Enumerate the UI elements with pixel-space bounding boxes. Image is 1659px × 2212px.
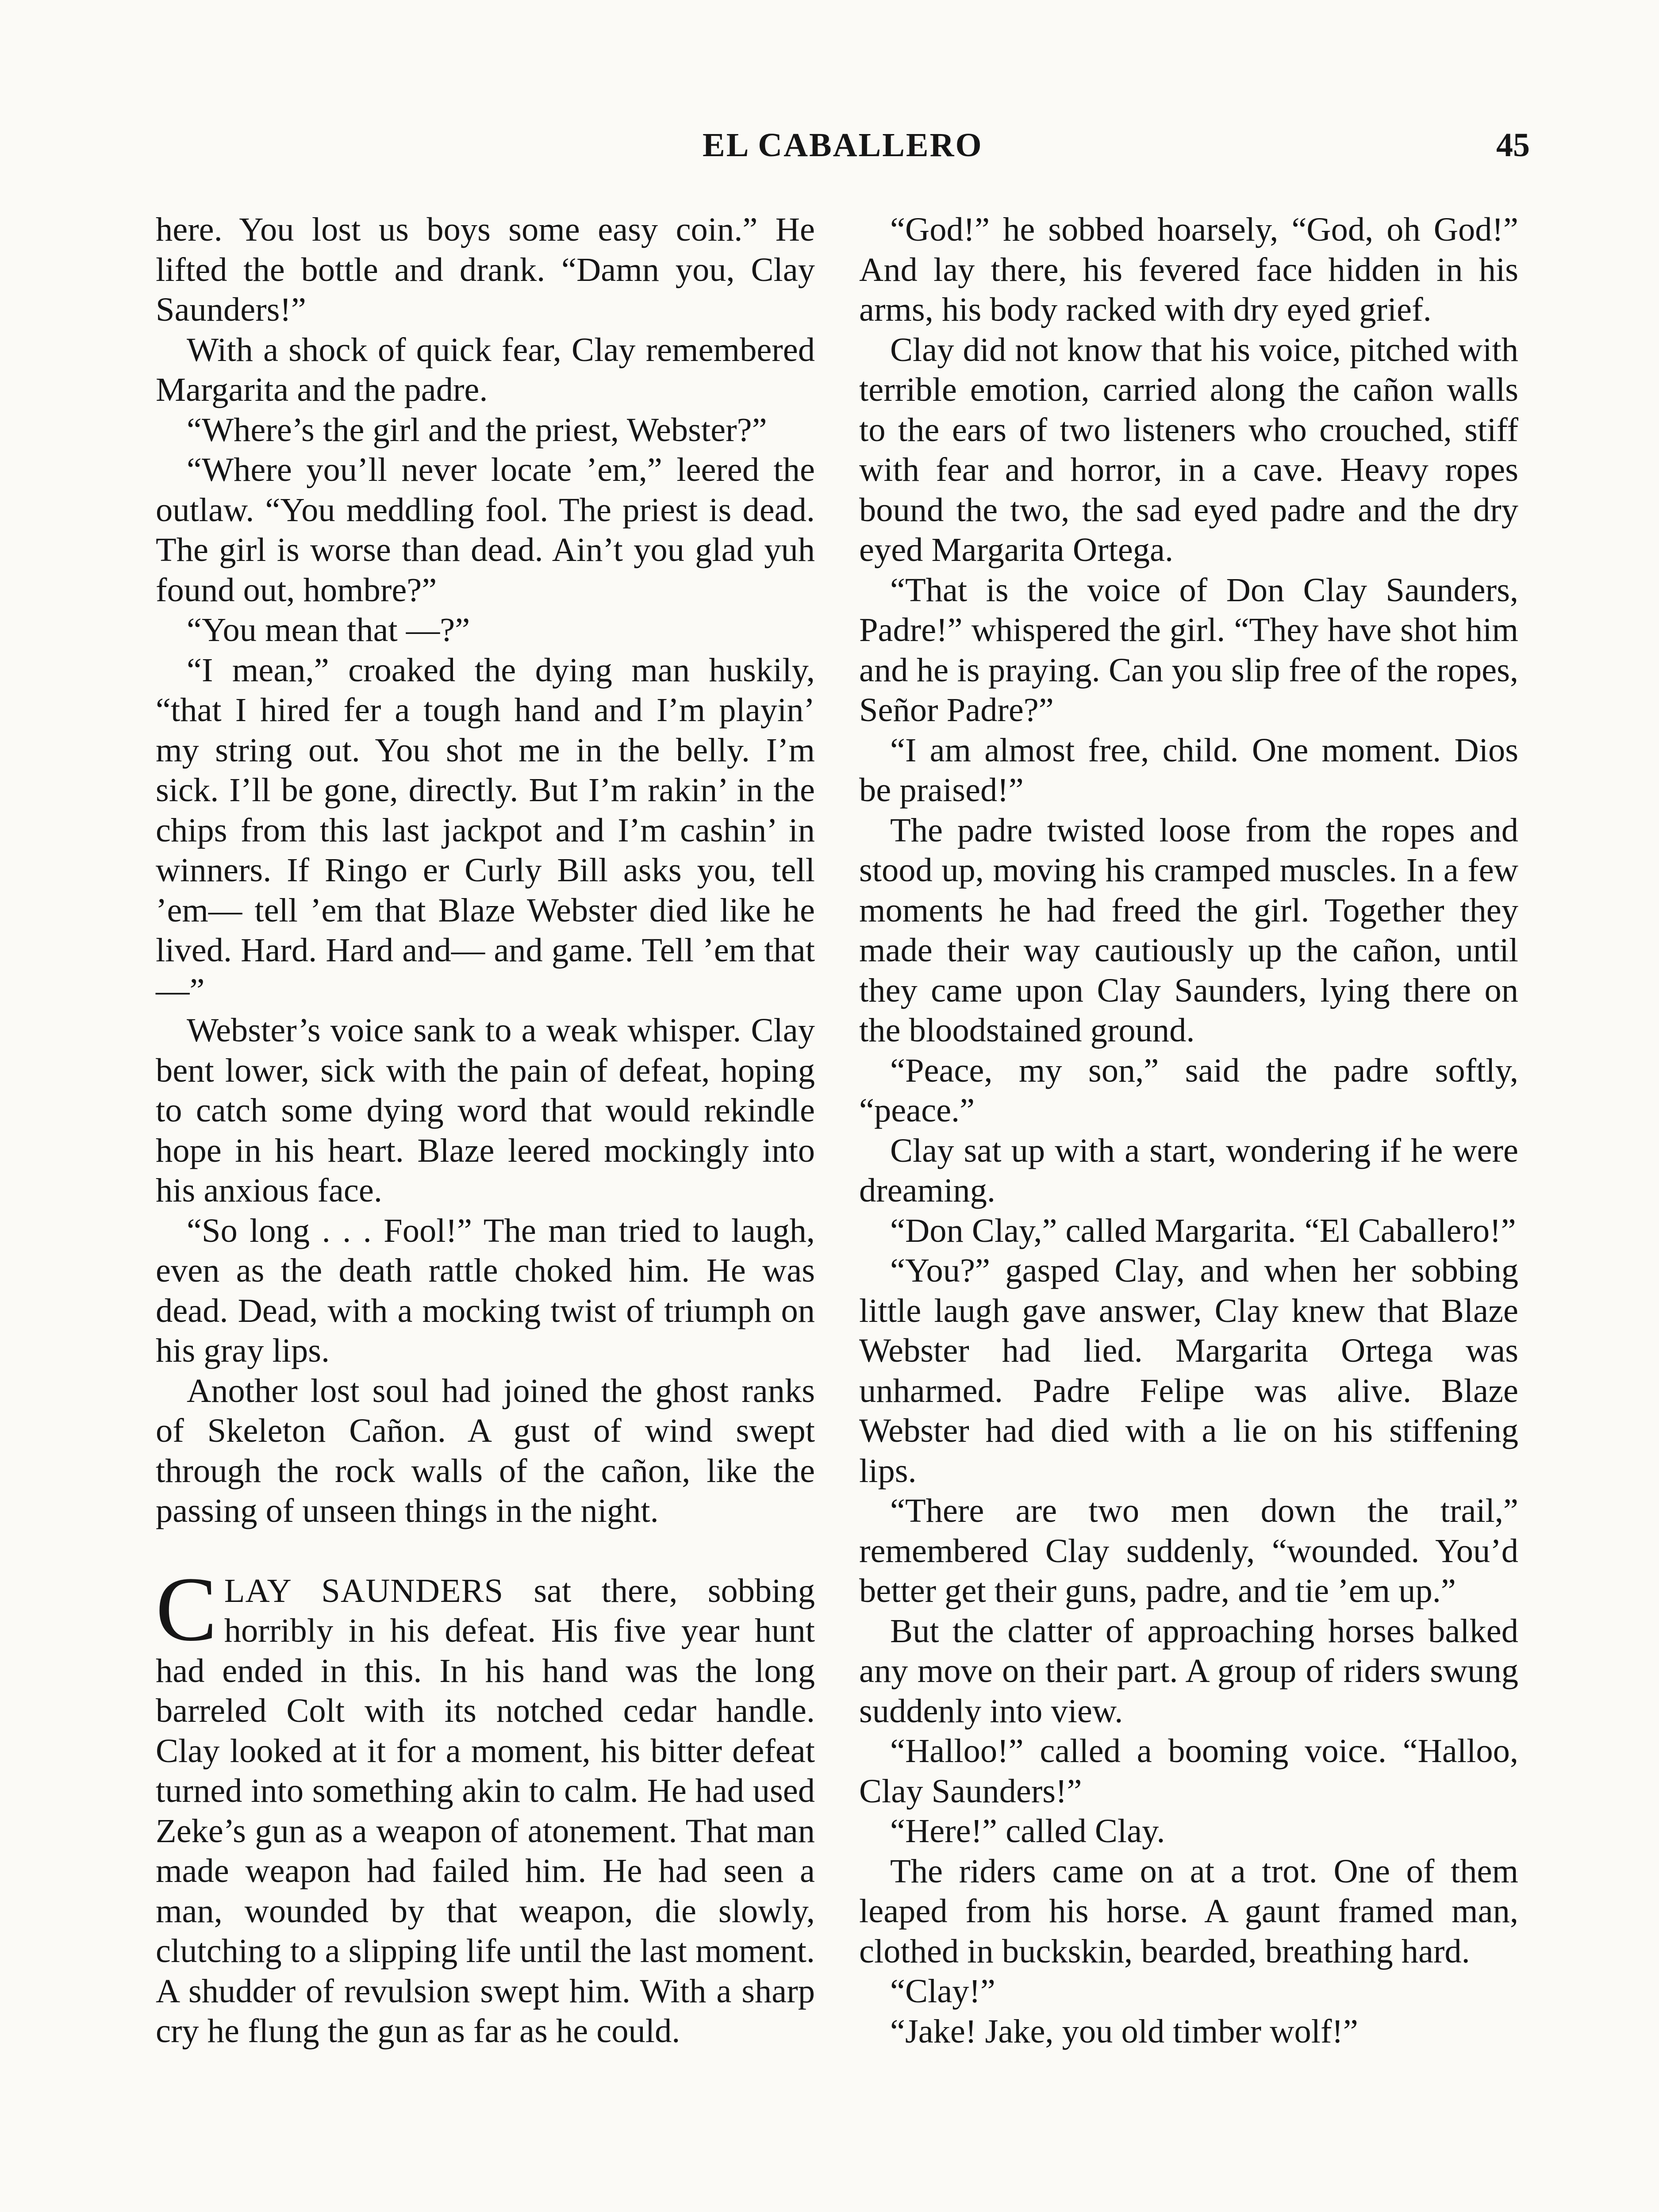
small-caps-lead: LAY SAUNDERS bbox=[224, 1571, 504, 1609]
paragraph: “Where’s the girl and the priest, Webster?” bbox=[187, 411, 767, 449]
paragraph: Clay did not know that his voice, pitched with terrible emotion, carried along the cañon walls to the ears of two listeners who crouched, stiff with fear and horror, in a cave. Heavy ropes bound the two, the sad eyed padre and the dry eyed Margarita Ortega. bbox=[859, 330, 1518, 568]
paragraph: “I mean,” croaked the dying man huskily, “that I hired fer a tough hand and I’m playin’ my string out. You shot me in the belly. I’m sick. I’ll be gone, directly. But I’m rakin’ in the chips from this last jackpot and I’m cashin’ in winners. If Ringo er Curly Bill asks you, tell ’em— tell ’em that Blaze Webster died like he lived. Hard. Hard and— and game. Tell ’em that—” bbox=[156, 651, 815, 1009]
paragraph: “You?” gasped Clay, and when her sobbing little laugh gave answer, Clay knew that Blaze Webster had lied. Margarita Ortega was unharmed. Padre Felipe was alive. Blaze Webster had died with a lie on his stiffening lips. bbox=[859, 1252, 1518, 1490]
paragraph: “Clay!” bbox=[890, 1972, 995, 2010]
running-title: EL CABALLERO bbox=[703, 127, 983, 164]
paragraph: “Don Clay,” called Margarita. “El Caballero!” bbox=[890, 1211, 1516, 1249]
paragraph: “Halloo!” called a booming voice. “Halloo, Clay Saunders!” bbox=[859, 1732, 1518, 1810]
paragraph: “So long . . . Fool!” The man tried to laugh, even as the death rattle choked him. He was dead. Dead, with a mocking twist of triumph on his gray lips. bbox=[156, 1211, 815, 1369]
paragraph: Clay sat up with a start, wondering if he were dreaming. bbox=[859, 1131, 1518, 1209]
paragraph: Another lost soul had joined the ghost ranks of Skeleton Cañon. A gust of wind swept through the rock walls of the cañon, like the passing of unseen things in the night. bbox=[156, 1371, 815, 1529]
paragraph: With a shock of quick fear, Clay remembered Margarita and the padre. bbox=[156, 330, 815, 408]
paragraph: “That is the voice of Don Clay Saunders, Padre!” whispered the girl. “They have shot him and he is praying. Can you slip free of the ropes, Señor Padre?” bbox=[859, 571, 1518, 729]
paragraph: “Jake! Jake, you old timber wolf!” bbox=[890, 2012, 1358, 2050]
left-column bbox=[156, 210, 815, 2051]
section-opening-paragraph bbox=[156, 1558, 815, 2051]
drop-cap: C bbox=[156, 1558, 217, 1660]
paragraph: But the clatter of approaching horses balked any move on their part. A group of riders swung suddenly into view. bbox=[859, 1612, 1518, 1730]
paragraph: The riders came on at a trot. One of them leaped from his horse. A gaunt framed man, clothed in buckskin, bearded, breathing hard. bbox=[859, 1852, 1518, 1970]
right-column bbox=[859, 210, 1518, 2051]
paragraph: Webster’s voice sank to a weak whisper. Clay bent lower, sick with the pain of defeat, hoping to catch some dying word that would rekindle hope in his heart. Blaze leered mockingly into his anxious face. bbox=[156, 1011, 815, 1209]
paragraph: “Peace, my son,” said the padre softly, “peace.” bbox=[859, 1051, 1518, 1129]
paragraph: “Where you’ll never locate ’em,” leered the outlaw. “You meddling fool. The priest is dead. The girl is worse than dead. Ain’t you glad yuh found out, hombre?” bbox=[156, 451, 815, 609]
paragraph: “There are two men down the trail,” remembered Clay suddenly, “wounded. You’d better get their guns, padre, and tie ’em up.” bbox=[859, 1492, 1518, 1609]
paragraph: here. You lost us boys some easy coin.” He lifted the bottle and drank. “Damn you, Clay Saunders!” bbox=[156, 211, 815, 328]
paragraph: The padre twisted loose from the ropes and stood up, moving his cramped muscles. In a few moments he had freed the girl. Together they made their way cautiously up the cañon, until they came upon Clay Saunders, lying there on the bloodstained ground. bbox=[859, 811, 1518, 1049]
page-number: 45 bbox=[1496, 127, 1530, 164]
paragraph: “Here!” called Clay. bbox=[890, 1812, 1165, 1850]
running-header bbox=[0, 126, 1659, 175]
paragraph: “God!” he sobbed hoarsely, “God, oh God!” And lay there, his fevered face hidden in his arms, his body racked with dry eyed grief. bbox=[859, 211, 1518, 328]
paragraph-text: sat there, sobbing horribly in his defeat. His five year hunt had ended in this. In his hand was the long barreled Colt with its notched cedar handle. Clay looked at it for a moment, his bitter defeat turned into something akin to calm. He had used Zeke’s gun as a weapon of atonement. That man made weapon had failed him. He had seen a man, wounded by that weapon, die slowly, clutching to a slipping life until the last moment. A shudder of revulsion swept him. With a sharp cry he flung the gun as far as he could. bbox=[156, 1571, 815, 2050]
paragraph: “You mean that —?” bbox=[187, 611, 470, 649]
paragraph: “I am almost free, child. One moment. Dios be praised!” bbox=[859, 731, 1518, 809]
